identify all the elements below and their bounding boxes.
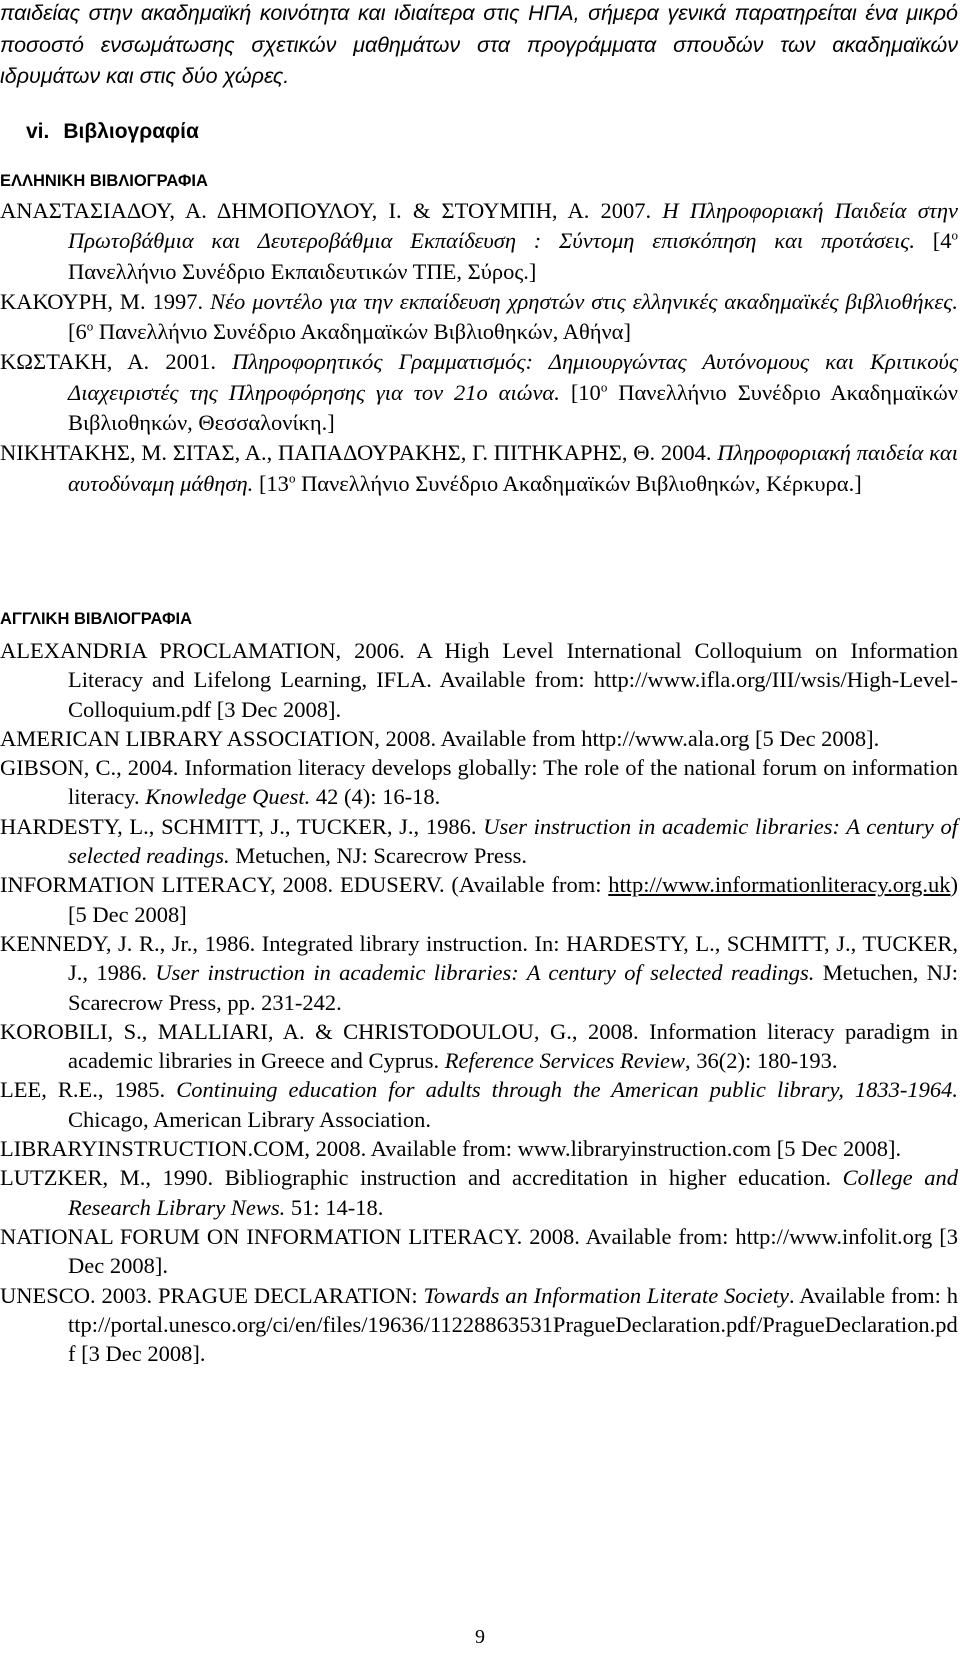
reference-item: ΚΑΚΟΥΡΗ, Μ. 1997. Νέο μοντέλο για την εκπαίδευση χρηστών στις ελληνικές ακαδημαϊκές βιβλιοθήκες. [$6^o$ Πανελλήνιο Συνέδριο Ακαδημαϊκών Βιβλιοθηκών, Αθήνα] bbox=[0, 288, 959, 345]
intro-paragraph: παιδείας στην ακαδημαϊκή κοινότητα και ιδιαίτερα στις ΗΠΑ, σήμερα γενικά παρατηρείται ένα μικρό ποσοστό ενσωμάτωσης σχετικών μαθημάτων στα προγράμματα σπουδών των ακαδημαϊκών ιδρυμάτων και στις δύο χώρες. bbox=[0, 1, 958, 88]
reference-item: LIBRARYINSTRUCTION.COM, 2008. Available from: www.libraryinstruction.com [5 Dec 2008]. bbox=[0, 1136, 902, 1162]
english-reference-list bbox=[0, 636, 958, 1368]
reference-item: ALEXANDRIA PROCLAMATION, 2006. A High Level International Colloquium on Information Literacy and Lifelong Learning, IFLA. Available from: http://www.ifla.org/III/wsis/High-Level-Colloquium.pdf [3 Dec 2008]. bbox=[0, 638, 958, 722]
greek-bibliography-heading: ΕΛΛΗΝΙΚΗ ΒΙΒΛΙΟΓΡΑΦΙΑ bbox=[0, 172, 208, 190]
reference-item: HARDESTY, L., SCHMITT, J., TUCKER, J., 1986. User instruction in academic libraries: A century of selected readings. Metuchen, NJ: Scarecrow Press. bbox=[0, 813, 958, 869]
reference-item: UNESCO. 2003. PRAGUE DECLARATION: Towards an Information Literate Society. Available from: http://portal.unesco.org/ci/en/files/19636/11228863531PragueDeclaration.pdf/PragueDeclaration.pdf [3 Dec 2008]. bbox=[0, 1282, 959, 1367]
greek-reference-list bbox=[0, 196, 958, 499]
english-bibliography-heading: ΑΓΓΛΙΚΗ ΒΙΒΛΙΟΓΡΑΦΙΑ bbox=[0, 610, 193, 628]
section-heading bbox=[26, 120, 199, 144]
section-title: Βιβλιογραφία bbox=[63, 120, 199, 143]
reference-item: ΚΩΣΤΑΚΗ, Α. 2001. Πληροφορητικός Γραμματισμός: Δημιουργώντας Αυτόνομους και Κριτικούς Διαχειριστές της Πληροφόρησης για τον 21ο αιώνα. [$10^o$ Πανελλήνιο Συνέδριο Ακαδημαϊκών Βιβλιοθηκών, Θεσσαλονίκη.] bbox=[0, 349, 959, 436]
page-number: 9 bbox=[475, 1626, 485, 1648]
reference-item: LUTZKER, M., 1990. Bibliographic instruction and accreditation in higher education. College and Research Library News. 51: 14-18. bbox=[0, 1165, 959, 1220]
section-number: vi. bbox=[26, 120, 50, 143]
reference-item: AMERICAN LIBRARY ASSOCIATION, 2008. Available from http://www.ala.org [5 Dec 2008]. bbox=[0, 725, 880, 751]
reference-item: LEE, R.E., 1985. Continuing education for adults through the American public library, 1833-1964. Chicago, American Library Association. bbox=[0, 1077, 958, 1132]
reference-item: GIBSON, C., 2004. Information literacy develops globally: The role of the national forum on information literacy. Knowledge Quest. 42 (4): 16-18. bbox=[0, 755, 958, 810]
infolit-link[interactable]: http://www.informationliteracy.org.uk bbox=[608, 872, 951, 898]
reference-item: ΝΙΚΗΤΑΚΗΣ, Μ. ΣΙΤΑΣ, Α., ΠΑΠΑΔΟΥΡΑΚΗΣ, Γ. ΠΙΤΗΚΑΡΗΣ, Θ. 2004. Πληροφοριακή παιδεία και αυτοδύναμη μάθηση. [$13^o$ Πανελλήνιο Συνέδριο Ακαδημαϊκών Βιβλιοθηκών, Κέρκυρα.] bbox=[0, 440, 958, 496]
reference-item: INFORMATION LITERACY, 2008. EDUSERV. (Available from: http://www.informationliteracy.org.uk) [5 Dec 2008] bbox=[0, 872, 958, 927]
reference-item: ΑΝΑΣΤΑΣΙΑΔΟΥ, Α. ΔΗΜΟΠΟΥΛΟΥ, Ι. & ΣΤΟΥΜΠΗ, Α. 2007. Η Πληροφοριακή Παιδεία στην Πρωτοβάθμια και Δευτεροβάθμια Εκπαίδευση : Σύντομη επισκόπηση και προτάσεις. [$4^o$ Πανελλήνιο Συνέδριο Εκπαιδευτικών ΤΠΕ, Σύρος.] bbox=[0, 198, 958, 284]
reference-item: KENNEDY, J. R., Jr., 1986. Integrated library instruction. In: HARDESTY, L., SCHMITT, J., TUCKER, J., 1986. User instruction in academic libraries: A century of selected readings. Metuchen, NJ: Scarecrow Press, pp. 231-242. bbox=[0, 930, 958, 1015]
reference-item: NATIONAL FORUM ON INFORMATION LITERACY. 2008. Available from: http://www.infolit.org [3 Dec 2008]. bbox=[0, 1223, 958, 1279]
reference-item: KOROBILI, S., MALLIARI, A. & CHRISTODOULOU, G., 2008. Information literacy paradigm in academic libraries in Greece and Cyprus. Reference Services Review, 36(2): 180-193. bbox=[0, 1018, 958, 1074]
